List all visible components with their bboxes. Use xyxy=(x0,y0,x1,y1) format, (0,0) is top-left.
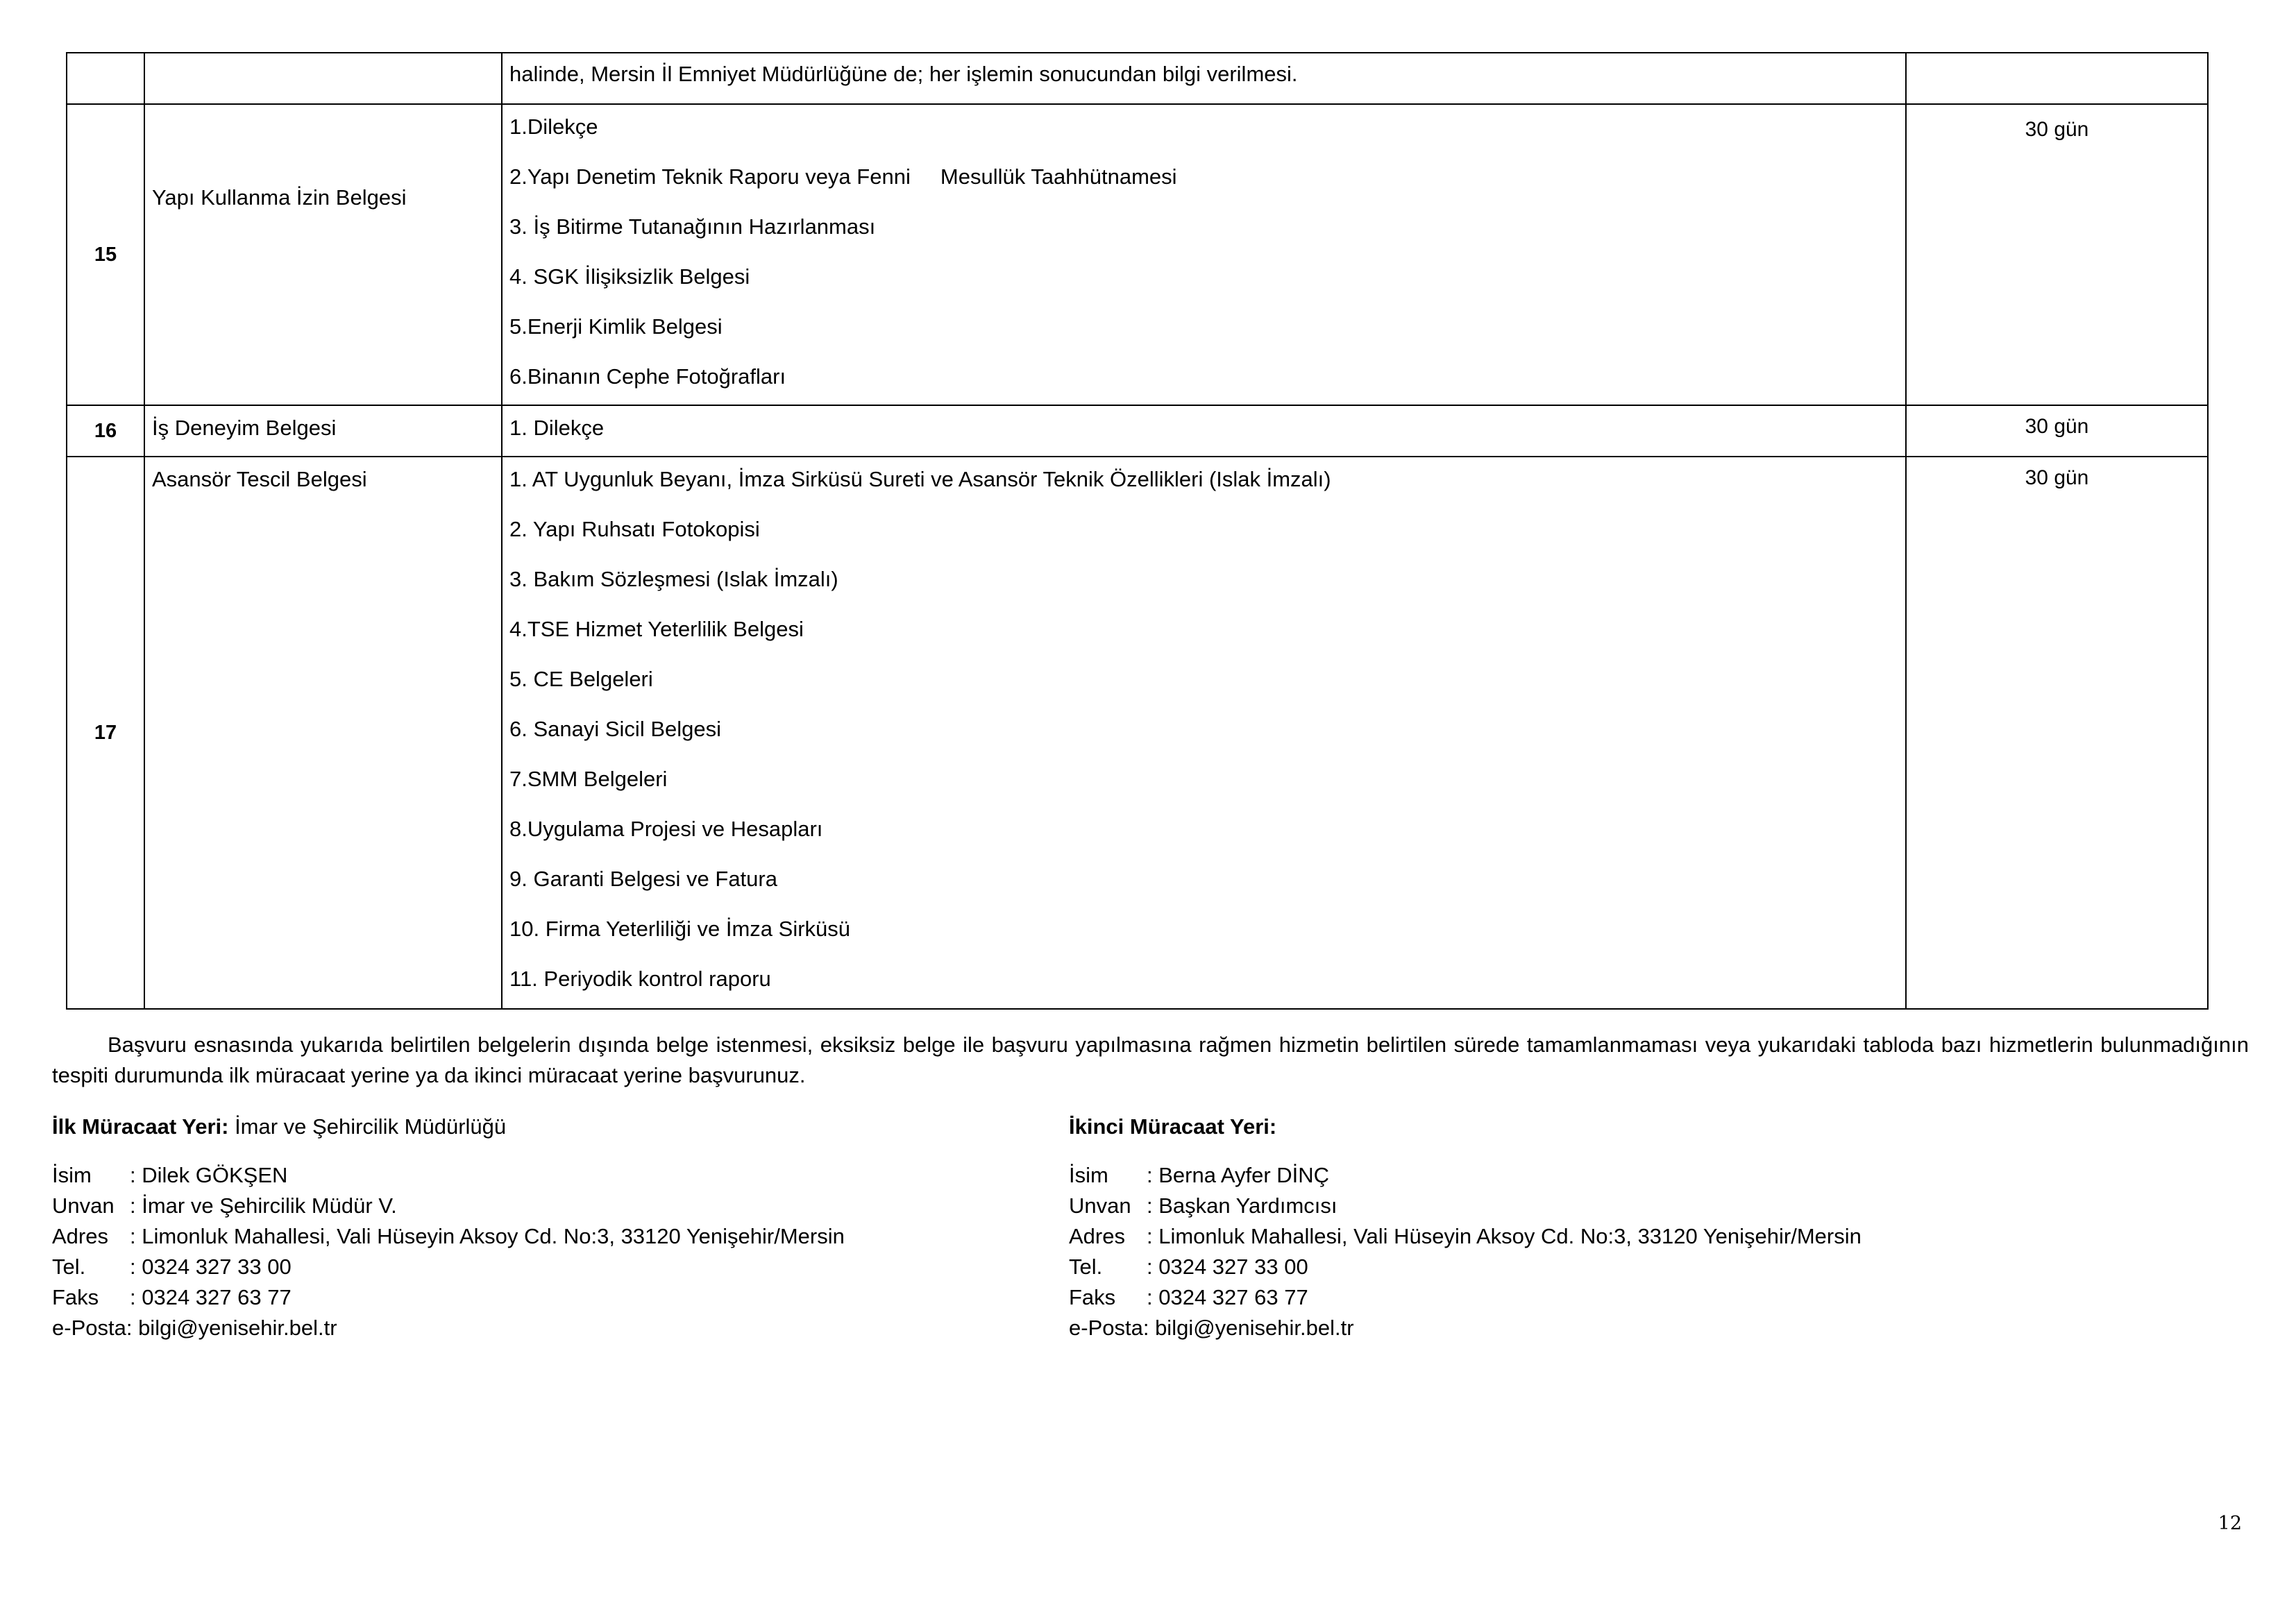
second-office-heading: İkinci Müracaat Yeri: xyxy=(1069,1114,1277,1139)
document-line: 1. Dilekçe xyxy=(509,416,605,440)
service-name-cell xyxy=(144,104,502,405)
service-name-cell xyxy=(144,457,502,1009)
contact-label: Adres xyxy=(1069,1224,1125,1248)
service-name: Asansör Tescil Belgesi xyxy=(152,467,367,491)
contact-email[interactable]: : bilgi@yenisehir.bel.tr xyxy=(1142,1316,1354,1340)
document-line: halinde, Mersin İl Emniyet Müdürlüğüne de; her işlemin sonucundan bilgi verilmesi. xyxy=(509,62,1298,86)
document-line: 3. Bakım Sözleşmesi (Islak İmzalı) xyxy=(509,567,838,591)
document-line: 6. Sanayi Sicil Belgesi xyxy=(509,717,721,741)
table-row xyxy=(67,104,2208,405)
service-name: İş Deneyim Belgesi xyxy=(152,416,337,440)
contact-value: : 0324 327 63 77 xyxy=(130,1285,292,1309)
contact-row xyxy=(52,1282,845,1313)
cell-time xyxy=(1906,53,2208,104)
cell-documents xyxy=(502,53,1906,104)
cell-name xyxy=(144,53,502,104)
document-line: 3. İş Bitirme Tutanağının Hazırlanması xyxy=(509,214,876,239)
second-office-block xyxy=(1069,1112,1862,1343)
document-line: 11. Periyodik kontrol raporu xyxy=(509,967,771,991)
documents-cell xyxy=(502,405,1906,457)
first-office-department: İmar ve Şehircilik Müdürlüğü xyxy=(228,1114,507,1139)
services-table xyxy=(66,52,2209,1010)
contact-row xyxy=(52,1191,845,1221)
duration-cell xyxy=(1906,104,2208,405)
contact-label: e-Posta xyxy=(1069,1316,1143,1340)
document-line: 5.Enerji Kimlik Belgesi xyxy=(509,314,723,339)
contact-label: Unvan xyxy=(52,1193,115,1218)
notice-paragraph: Başvuru esnasında yukarıda belirtilen belgelerin dışında belge istenmesi, eksiksiz belge ile başvuru yapılmasına rağmen hizmetin belirtilen sürede tamamlanmaması veya yukarıdaki tabloda bazı hizmetlerin bulunmadığının tespiti durumunda ilk müracaat yerine ya da ikinci müracaat yerine başvurunuz. xyxy=(52,1033,2249,1087)
document-line: 4.TSE Hizmet Yeterlilik Belgesi xyxy=(509,617,804,641)
contact-value: : Berna Ayfer DİNÇ xyxy=(1147,1163,1330,1187)
contact-value: : 0324 327 63 77 xyxy=(1147,1285,1308,1309)
duration-cell xyxy=(1906,405,2208,457)
first-office-heading: İlk Müracaat Yeri: xyxy=(52,1114,229,1139)
contact-label: İsim xyxy=(1069,1163,1108,1187)
table-row-continuation xyxy=(67,53,2208,104)
service-name: Yapı Kullanma İzin Belgesi xyxy=(152,185,407,210)
contact-row xyxy=(1069,1160,1862,1191)
contact-label: Faks xyxy=(1069,1285,1116,1309)
document-line: 1.Dilekçe xyxy=(509,114,598,139)
cell-no xyxy=(67,53,144,104)
contact-value: : 0324 327 33 00 xyxy=(1147,1255,1308,1279)
contact-value: : Başkan Yardımcısı xyxy=(1147,1193,1337,1218)
service-name-cell xyxy=(144,405,502,457)
contact-row xyxy=(1069,1252,1862,1282)
duration: 30 gün xyxy=(2025,415,2089,438)
duration: 30 gün xyxy=(2025,118,2089,141)
document-line: 5. CE Belgeleri xyxy=(509,667,653,691)
documents-cell xyxy=(502,104,1906,405)
contact-label: Tel. xyxy=(52,1255,86,1279)
document-line: 9. Garanti Belgesi ve Fatura xyxy=(509,867,777,891)
document-line: 8.Uygulama Projesi ve Hesapları xyxy=(509,817,823,841)
contact-label: Adres xyxy=(52,1224,108,1248)
contact-value: : İmar ve Şehircilik Müdür V. xyxy=(130,1193,397,1218)
contact-row xyxy=(52,1221,845,1252)
document-line: 2.Yapı Denetim Teknik Raporu veya Fenni Mesullük Taahhütnamesi xyxy=(509,164,1177,189)
contact-row xyxy=(52,1160,845,1191)
contact-row xyxy=(1069,1282,1862,1313)
contact-row xyxy=(1069,1191,1862,1221)
second-office-heading-line xyxy=(1069,1112,1862,1142)
row-number: 16 xyxy=(67,405,144,457)
contact-value: : Dilek GÖKŞEN xyxy=(130,1163,288,1187)
contact-row xyxy=(1069,1221,1862,1252)
table-row xyxy=(67,457,2208,1009)
contact-row xyxy=(52,1313,845,1343)
contact-value: : Limonluk Mahallesi, Vali Hüseyin Aksoy Cd. No:3, 33120 Yenişehir/Mersin xyxy=(1147,1224,1862,1248)
document-line: 6.Binanın Cephe Fotoğrafları xyxy=(509,364,786,389)
document-line: 4. SGK İlişiksizlik Belgesi xyxy=(509,264,750,289)
contact-email[interactable]: : bilgi@yenisehir.bel.tr xyxy=(126,1316,337,1340)
row-number: 15 xyxy=(67,104,144,405)
contact-row xyxy=(52,1252,845,1282)
page-number: 12 xyxy=(2218,1513,2242,1534)
duration: 30 gün xyxy=(2025,466,2089,489)
document-line: 2. Yapı Ruhsatı Fotokopisi xyxy=(509,517,760,541)
contact-label: Unvan xyxy=(1069,1193,1131,1218)
contact-value: : 0324 327 33 00 xyxy=(130,1255,292,1279)
first-office-heading-line xyxy=(52,1112,845,1142)
first-office-block xyxy=(52,1112,845,1343)
table-row xyxy=(67,405,2208,457)
contact-row xyxy=(1069,1313,1862,1343)
contact-label: e-Posta xyxy=(52,1316,126,1340)
document-line: 1. AT Uygunluk Beyanı, İmza Sirküsü Sureti ve Asansör Teknik Özellikleri (Islak İmzalı) xyxy=(509,467,1331,491)
contact-label: Faks xyxy=(52,1285,99,1309)
documents-cell xyxy=(502,457,1906,1009)
contact-value: : Limonluk Mahallesi, Vali Hüseyin Aksoy Cd. No:3, 33120 Yenişehir/Mersin xyxy=(130,1224,845,1248)
document-line: 10. Firma Yeterliliği ve İmza Sirküsü xyxy=(509,917,851,941)
row-number: 17 xyxy=(67,457,144,1009)
contact-label: İsim xyxy=(52,1163,92,1187)
duration-cell xyxy=(1906,457,2208,1009)
contact-label: Tel. xyxy=(1069,1255,1103,1279)
document-line: 7.SMM Belgeleri xyxy=(509,767,668,791)
